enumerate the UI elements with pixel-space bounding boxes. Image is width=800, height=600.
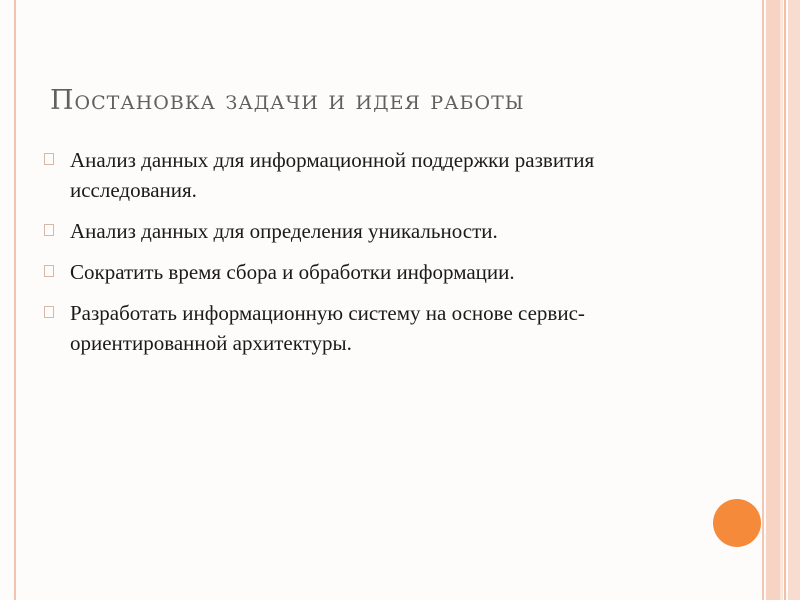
- left-border-line: [14, 0, 16, 600]
- bullet-text: Анализ данных для определения уникальности.: [70, 219, 498, 243]
- right-border-stripe: [766, 0, 780, 600]
- square-bullet-icon: [44, 224, 54, 236]
- bullet-list: [44, 145, 724, 369]
- slide-title: Постановка задачи и идея работы: [50, 85, 525, 116]
- bullet-item: [44, 298, 724, 358]
- bullet-text: Разработать информационную систему на основе сервис-ориентированной архитектуры.: [70, 301, 585, 355]
- bullet-item: [44, 216, 724, 246]
- bullet-text: Сократить время сбора и обработки информации.: [70, 260, 515, 284]
- right-border-stripe: [788, 0, 800, 600]
- square-bullet-icon: [44, 306, 54, 318]
- right-border-stripe: [762, 0, 764, 600]
- square-bullet-icon: [44, 265, 54, 277]
- bullet-text: Анализ данных для информационной поддержки развития исследования.: [70, 148, 595, 202]
- right-border-stripe: [784, 0, 786, 600]
- square-bullet-icon: [44, 153, 54, 165]
- orange-circle-decoration: [713, 499, 761, 547]
- right-border-stripe: [780, 0, 783, 600]
- bullet-item: [44, 257, 724, 287]
- bullet-item: [44, 145, 724, 205]
